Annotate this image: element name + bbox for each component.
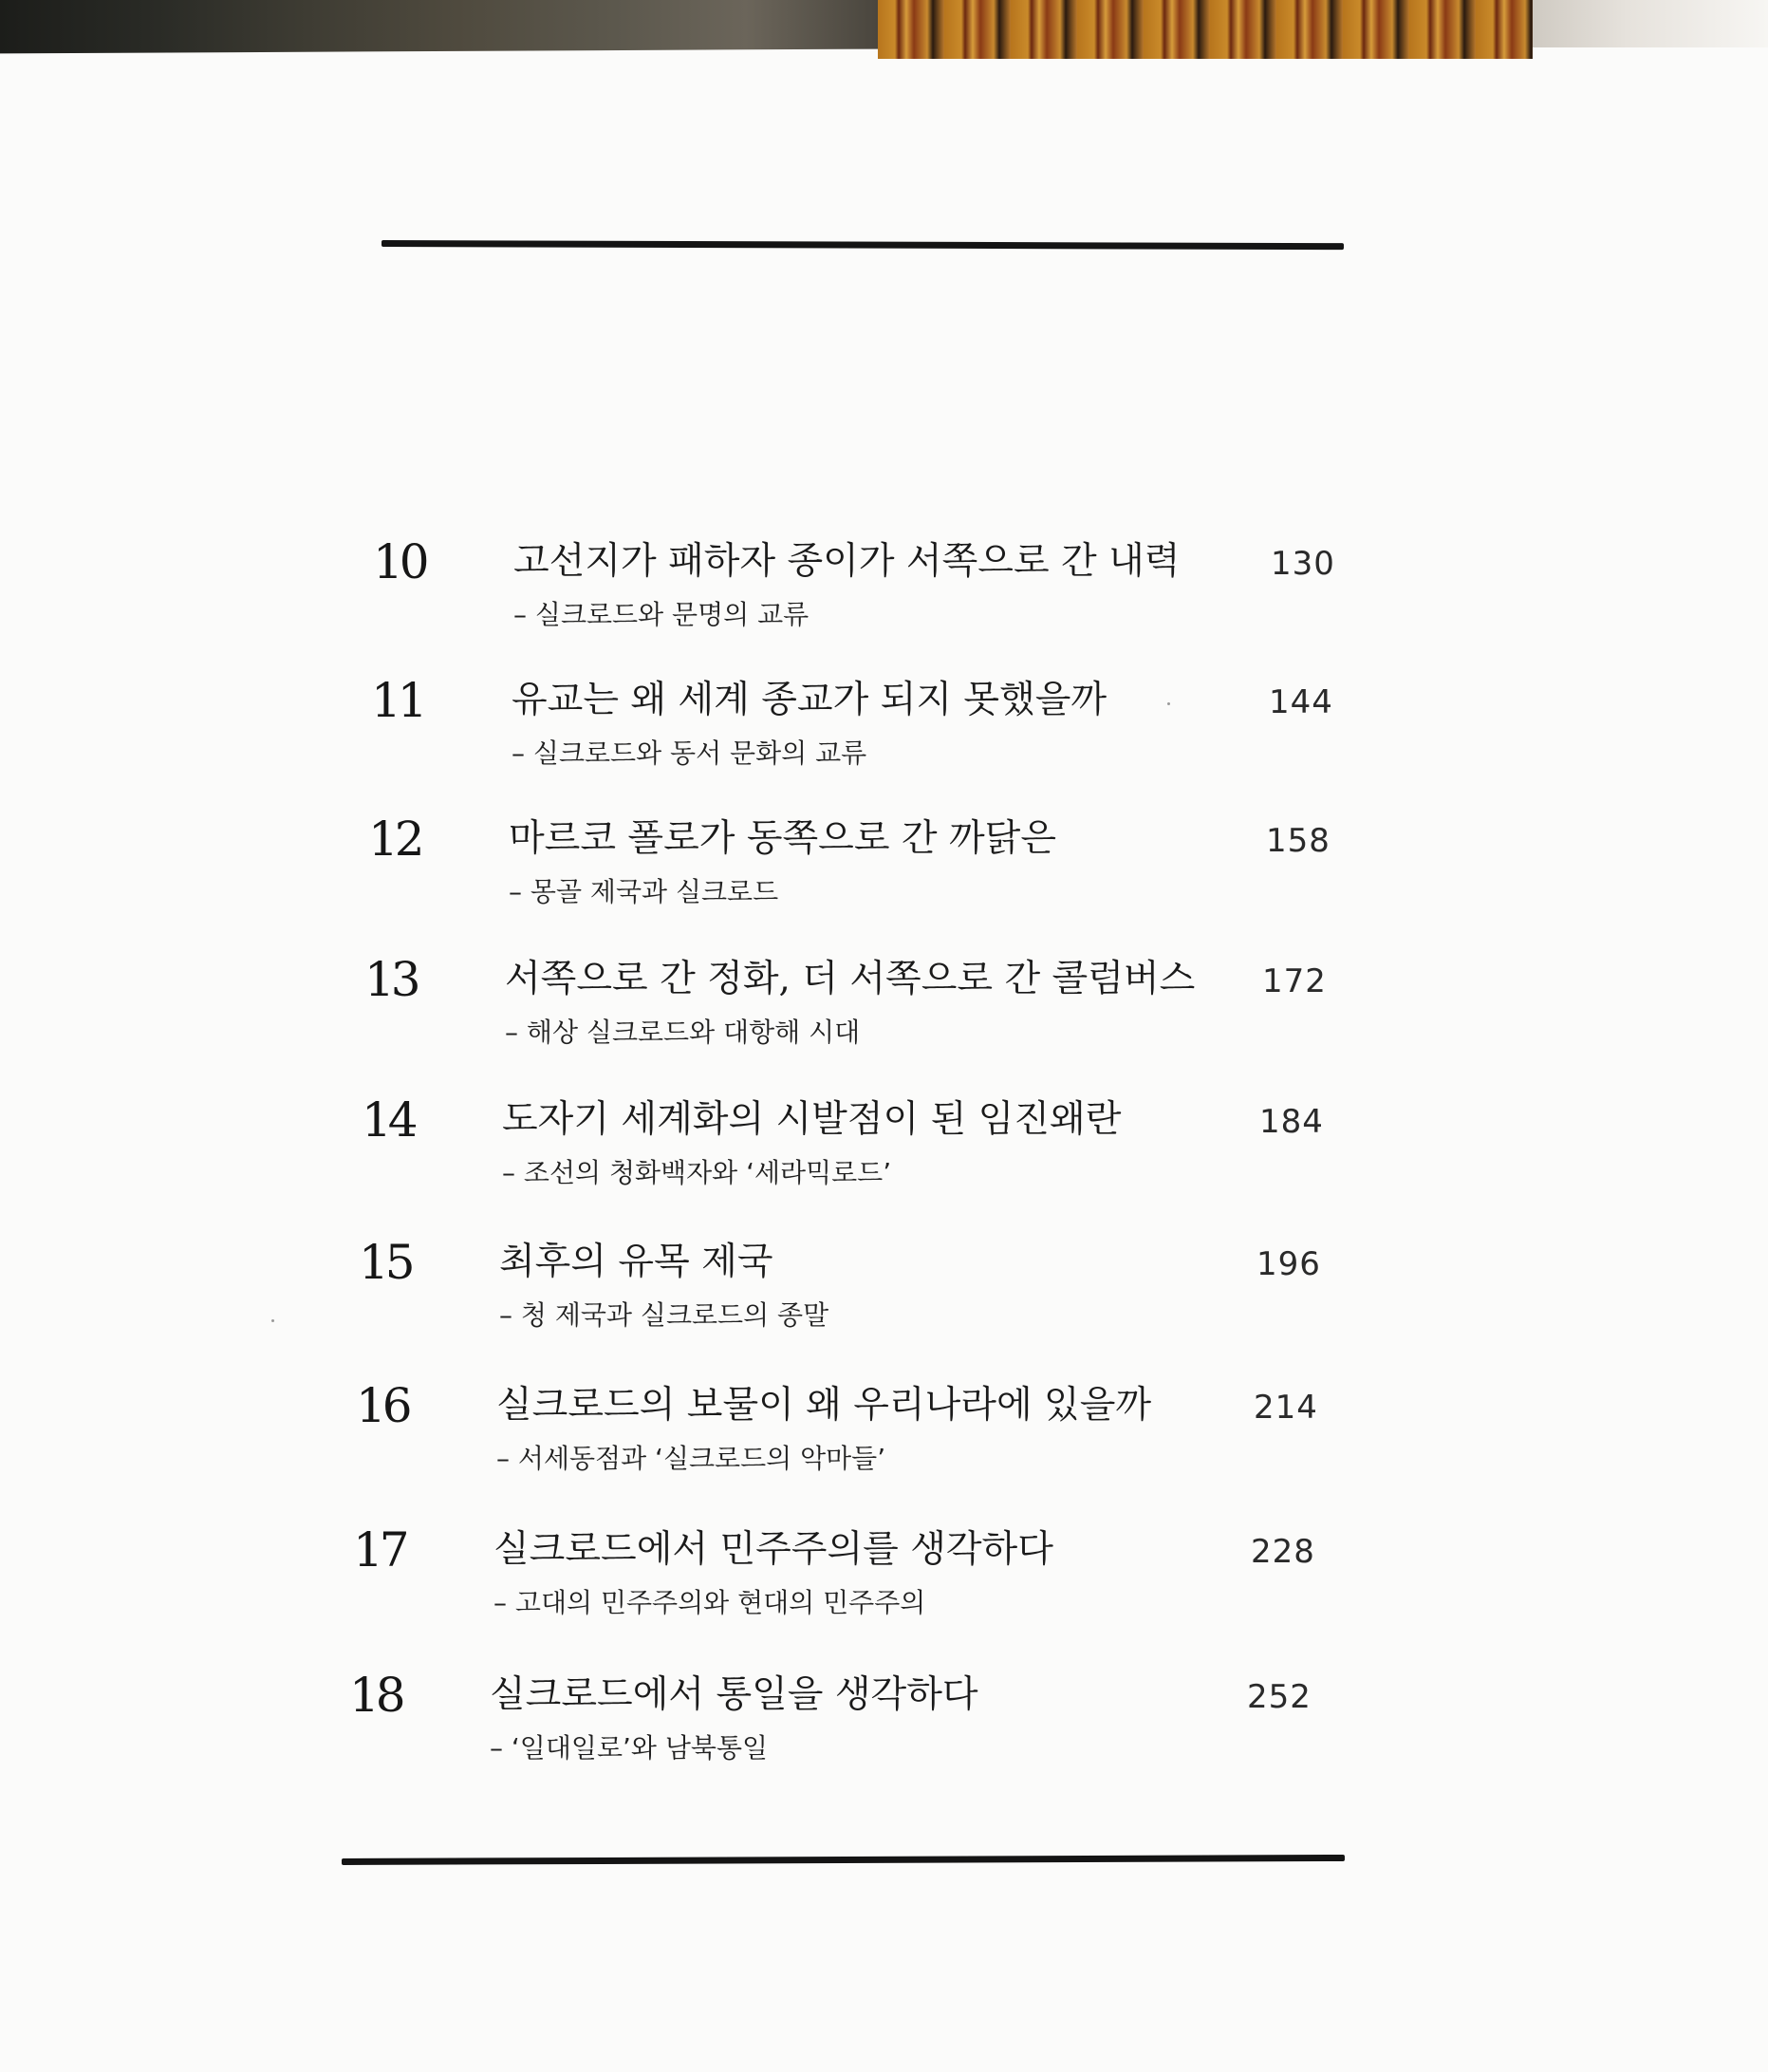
paper-speck [1167, 702, 1170, 705]
page-number: 158 [1266, 822, 1331, 860]
chapter-title: 실크로드의 보물이 왜 우리나라에 있을까 [496, 1384, 1152, 1427]
chapter-subtitle: – 고대의 민주주의와 현대의 민주주의 [493, 1587, 926, 1618]
chapter-title: 유교는 왜 세계 종교가 되지 못했을까 [512, 679, 1107, 721]
chapter-subtitle: – 청 제국과 실크로드의 종말 [499, 1299, 829, 1331]
page-number: 184 [1259, 1103, 1324, 1141]
toc-entry-12[interactable] [368, 811, 1412, 924]
toc-entry-13[interactable] [364, 951, 1408, 1065]
chapter-subtitle: – 실크로드와 문명의 교류 [513, 599, 810, 630]
chapter-title: 서쪽으로 간 정화, 더 서쪽으로 간 콜럼버스 [505, 958, 1196, 1000]
chapter-number: 15 [359, 1235, 412, 1290]
chapter-subtitle: – 몽골 제국과 실크로드 [509, 876, 779, 907]
page-number: 228 [1251, 1533, 1315, 1571]
toc-entry-18[interactable] [349, 1667, 1393, 1781]
chapter-subtitle: – ‘일대일로’와 남북통일 [490, 1732, 769, 1764]
page-number: 252 [1247, 1678, 1312, 1716]
toc-entry-11[interactable] [371, 672, 1415, 786]
page-number: 172 [1262, 962, 1327, 1000]
toc-entry-14[interactable] [362, 1092, 1405, 1205]
chapter-title: 최후의 유목 제국 [499, 1241, 773, 1283]
chapter-title: 도자기 세계화의 시발점이 된 임진왜란 [502, 1098, 1122, 1141]
chapter-number: 13 [364, 952, 418, 1007]
chapter-title: 실크로드에서 통일을 생각하다 [490, 1673, 978, 1716]
page-number: 144 [1269, 683, 1333, 721]
chapter-title: 마르코 폴로가 동쪽으로 간 까닭은 [509, 817, 1057, 860]
chapter-number: 18 [349, 1668, 402, 1723]
chapter-number: 12 [368, 812, 421, 867]
chapter-subtitle: – 서세동점과 ‘실크로드의 악마들’ [496, 1443, 886, 1474]
chapter-subtitle: – 해상 실크로드와 대항해 시대 [505, 1017, 861, 1048]
chapter-number: 11 [371, 673, 424, 728]
chapter-number: 17 [353, 1522, 406, 1577]
chapter-number: 16 [356, 1378, 409, 1433]
page-number: 196 [1256, 1245, 1321, 1283]
toc-entry-17[interactable] [353, 1521, 1397, 1635]
chapter-number: 10 [373, 534, 426, 589]
toc-entry-10[interactable] [373, 533, 1417, 647]
page-number: 214 [1254, 1389, 1318, 1427]
chapter-number: 14 [362, 1092, 415, 1148]
chapter-subtitle: – 실크로드와 동서 문화의 교류 [512, 737, 867, 769]
toc-entry-16[interactable] [356, 1377, 1400, 1491]
chapter-title: 실크로드에서 민주주의를 생각하다 [493, 1528, 1053, 1571]
paper-speck [271, 1319, 274, 1322]
chapter-title: 고선지가 패하자 종이가 서쪽으로 간 내력 [513, 540, 1181, 583]
chapter-subtitle: – 조선의 청화백자와 ‘세라믹로드’ [502, 1157, 892, 1188]
toc-entry-15[interactable] [359, 1234, 1403, 1348]
page-number: 130 [1271, 545, 1335, 583]
